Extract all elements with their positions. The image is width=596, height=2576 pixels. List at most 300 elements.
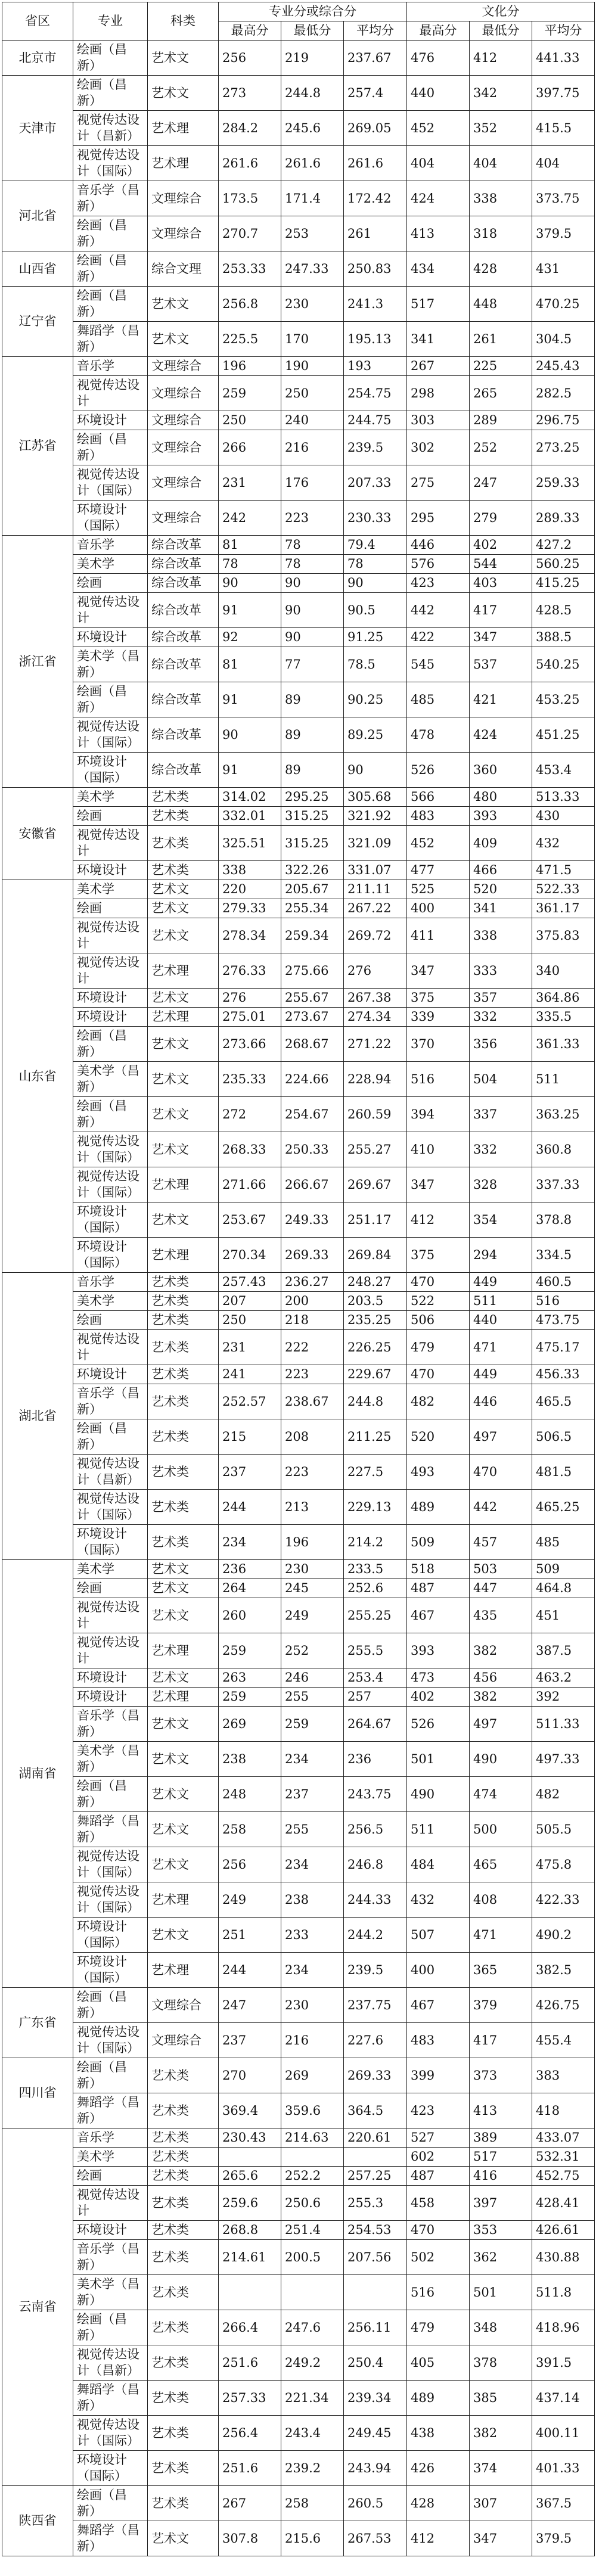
pro-min-cell: 205.67 bbox=[281, 880, 344, 899]
pro-avg-cell bbox=[344, 2275, 407, 2310]
pro-min-cell: 90 bbox=[281, 628, 344, 647]
category-cell: 艺术文 bbox=[148, 1918, 219, 1953]
table-row bbox=[2, 1419, 595, 1455]
category-cell: 综合文理 bbox=[148, 251, 219, 287]
major-cell: 视觉传达设计（国际） bbox=[73, 1847, 148, 1882]
cul-max-cell: 501 bbox=[407, 1742, 470, 1777]
category-cell: 艺术文 bbox=[148, 1579, 219, 1598]
major-cell: 美术学 bbox=[73, 555, 148, 574]
cul-max-cell: 426 bbox=[407, 2451, 470, 2486]
table-row bbox=[2, 2275, 595, 2310]
pro-min-cell: 359.6 bbox=[281, 2093, 344, 2128]
table-row bbox=[2, 1292, 595, 1311]
major-cell: 绘画（昌新） bbox=[73, 2486, 148, 2521]
pro-max-cell: 230.43 bbox=[219, 2128, 281, 2148]
major-cell: 美术学（昌新） bbox=[73, 2275, 148, 2310]
cul-min-cell: 480 bbox=[470, 788, 532, 807]
major-cell: 环境设计 bbox=[73, 1688, 148, 1707]
cul-avg-cell: 437.14 bbox=[532, 2381, 595, 2416]
pro-avg-cell: 207.33 bbox=[344, 465, 407, 501]
cul-avg-cell: 418 bbox=[532, 2093, 595, 2128]
cul-avg-cell: 431 bbox=[532, 251, 595, 287]
category-cell: 艺术文 bbox=[148, 2521, 219, 2556]
cul-avg-cell: 485 bbox=[532, 1525, 595, 1560]
cul-max-cell: 446 bbox=[407, 536, 470, 555]
pro-max-cell: 91 bbox=[219, 682, 281, 717]
table-row bbox=[2, 880, 595, 899]
cul-avg-cell: 490.2 bbox=[532, 1918, 595, 1953]
cul-max-cell: 487 bbox=[407, 1579, 470, 1598]
category-cell: 艺术理 bbox=[148, 1008, 219, 1027]
table-row bbox=[2, 357, 595, 376]
pro-avg-cell: 235.25 bbox=[344, 1311, 407, 1330]
cul-max-cell: 502 bbox=[407, 2240, 470, 2275]
major-cell: 音乐学 bbox=[73, 357, 148, 376]
pro-avg-cell: 79.4 bbox=[344, 536, 407, 555]
category-cell: 综合改革 bbox=[148, 574, 219, 593]
major-cell: 绘画（昌新） bbox=[73, 682, 148, 717]
table-row bbox=[2, 2221, 595, 2240]
category-cell: 艺术文 bbox=[148, 1132, 219, 1167]
cul-max-cell: 470 bbox=[407, 1365, 470, 1384]
cul-avg-cell: 392 bbox=[532, 1688, 595, 1707]
cul-avg-cell: 465.5 bbox=[532, 1384, 595, 1419]
table-row bbox=[2, 2345, 595, 2381]
pro-avg-cell: 241.3 bbox=[344, 287, 407, 322]
pro-min-cell: 233 bbox=[281, 1918, 344, 1953]
cul-avg-cell: 360.8 bbox=[532, 1132, 595, 1167]
cul-max-cell: 411 bbox=[407, 918, 470, 953]
pro-max-cell: 278.34 bbox=[219, 918, 281, 953]
cul-max-cell: 467 bbox=[407, 1598, 470, 1633]
cul-min-cell: 332 bbox=[470, 1008, 532, 1027]
pro-min-cell: 170 bbox=[281, 322, 344, 357]
cul-min-cell: 501 bbox=[470, 2275, 532, 2310]
admission-score-table bbox=[2, 2, 595, 2556]
cul-max-cell: 489 bbox=[407, 2381, 470, 2416]
pro-avg-cell: 269.72 bbox=[344, 918, 407, 953]
cul-min-cell: 360 bbox=[470, 753, 532, 788]
cul-max-cell: 566 bbox=[407, 788, 470, 807]
province-cell: 四川省 bbox=[2, 2058, 73, 2128]
cul-min-cell: 357 bbox=[470, 989, 532, 1008]
pro-min-cell: 90 bbox=[281, 574, 344, 593]
pro-min-cell: 252.2 bbox=[281, 2167, 344, 2186]
pro-min-cell: 237 bbox=[281, 1777, 344, 1812]
pro-max-cell: 256 bbox=[219, 41, 281, 76]
pro-avg-cell: 227.5 bbox=[344, 1455, 407, 1490]
cul-min-cell: 544 bbox=[470, 555, 532, 574]
table-row bbox=[2, 216, 595, 251]
table-row bbox=[2, 593, 595, 628]
pro-avg-cell: 90.25 bbox=[344, 682, 407, 717]
table-row bbox=[2, 1742, 595, 1777]
cul-max-cell: 295 bbox=[407, 501, 470, 536]
pro-min-cell: 247.6 bbox=[281, 2310, 344, 2345]
pro-avg-cell: 267.22 bbox=[344, 899, 407, 918]
cul-avg-cell: 259.33 bbox=[532, 465, 595, 501]
table-row bbox=[2, 430, 595, 465]
cul-min-cell: 225 bbox=[470, 357, 532, 376]
table-row bbox=[2, 2310, 595, 2345]
cul-min-cell: 252 bbox=[470, 430, 532, 465]
pro-min-cell: 315.25 bbox=[281, 826, 344, 861]
cul-avg-cell: 361.17 bbox=[532, 899, 595, 918]
cul-max-cell: 516 bbox=[407, 2275, 470, 2310]
cul-avg-cell: 451.25 bbox=[532, 717, 595, 753]
pro-max-cell: 90 bbox=[219, 574, 281, 593]
cul-max-cell: 479 bbox=[407, 2310, 470, 2345]
table-row bbox=[2, 807, 595, 826]
category-cell: 艺术文 bbox=[148, 918, 219, 953]
cul-avg-cell: 388.5 bbox=[532, 628, 595, 647]
pro-avg-cell: 252.6 bbox=[344, 1579, 407, 1598]
table-row bbox=[2, 1988, 595, 2023]
major-cell: 绘画（昌新） bbox=[73, 1419, 148, 1455]
pro-avg-cell: 203.5 bbox=[344, 1292, 407, 1311]
pro-max-cell: 249 bbox=[219, 1882, 281, 1918]
pro-avg-cell: 260.5 bbox=[344, 2486, 407, 2521]
category-cell: 艺术类 bbox=[148, 1384, 219, 1419]
pro-max-cell: 272 bbox=[219, 1097, 281, 1132]
cul-avg-cell: 337.33 bbox=[532, 1167, 595, 1202]
cul-avg-cell: 473.75 bbox=[532, 1311, 595, 1330]
cul-min-cell: 412 bbox=[470, 41, 532, 76]
major-cell: 环境设计 bbox=[73, 411, 148, 430]
category-cell: 艺术文 bbox=[148, 287, 219, 322]
pro-avg-cell: 193 bbox=[344, 357, 407, 376]
category-cell: 艺术文 bbox=[148, 322, 219, 357]
category-cell: 文理综合 bbox=[148, 376, 219, 411]
category-cell: 艺术类 bbox=[148, 2345, 219, 2381]
pro-min-cell: 216 bbox=[281, 430, 344, 465]
cul-min-cell: 265 bbox=[470, 376, 532, 411]
pro-min-cell: 249.33 bbox=[281, 1202, 344, 1238]
category-cell: 艺术文 bbox=[148, 1027, 219, 1062]
cul-min-cell: 261 bbox=[470, 322, 532, 357]
pro-avg-cell: 257.25 bbox=[344, 2167, 407, 2186]
cul-max-cell: 432 bbox=[407, 1882, 470, 1918]
pro-min-cell: 190 bbox=[281, 357, 344, 376]
cul-max-cell: 375 bbox=[407, 989, 470, 1008]
cul-min-cell: 332 bbox=[470, 1132, 532, 1167]
cul-max-cell: 267 bbox=[407, 357, 470, 376]
header-cul-max: 最高分 bbox=[407, 21, 470, 41]
pro-min-cell: 261.6 bbox=[281, 146, 344, 181]
cul-max-cell: 440 bbox=[407, 76, 470, 111]
table-row bbox=[2, 1918, 595, 1953]
pro-max-cell: 264 bbox=[219, 1579, 281, 1598]
category-cell: 文理综合 bbox=[148, 411, 219, 430]
pro-max-cell: 196 bbox=[219, 357, 281, 376]
cul-avg-cell: 296.75 bbox=[532, 411, 595, 430]
pro-avg-cell: 321.09 bbox=[344, 826, 407, 861]
pro-min-cell: 253 bbox=[281, 216, 344, 251]
pro-avg-cell: 250.4 bbox=[344, 2345, 407, 2381]
pro-min-cell: 245.6 bbox=[281, 111, 344, 146]
cul-avg-cell: 397.75 bbox=[532, 76, 595, 111]
cul-min-cell: 365 bbox=[470, 1953, 532, 1988]
cul-min-cell: 497 bbox=[470, 1707, 532, 1742]
category-cell: 艺术类 bbox=[148, 1273, 219, 1292]
cul-max-cell: 484 bbox=[407, 1847, 470, 1882]
table-row bbox=[2, 2023, 595, 2058]
pro-max-cell: 250 bbox=[219, 1311, 281, 1330]
pro-min-cell: 244.8 bbox=[281, 76, 344, 111]
category-cell: 艺术类 bbox=[148, 2486, 219, 2521]
category-cell: 艺术类 bbox=[148, 807, 219, 826]
category-cell: 艺术类 bbox=[148, 2310, 219, 2345]
cul-avg-cell: 471.5 bbox=[532, 861, 595, 880]
cul-avg-cell: 497.33 bbox=[532, 1742, 595, 1777]
province-cell: 山东省 bbox=[2, 880, 73, 1273]
cul-min-cell: 348 bbox=[470, 2310, 532, 2345]
category-cell: 文理综合 bbox=[148, 2023, 219, 2058]
pro-min-cell: 236.27 bbox=[281, 1273, 344, 1292]
major-cell: 环境设计 bbox=[73, 1365, 148, 1384]
category-cell: 艺术文 bbox=[148, 1707, 219, 1742]
cul-max-cell: 479 bbox=[407, 1330, 470, 1365]
province-cell: 北京市 bbox=[2, 41, 73, 76]
pro-min-cell: 223 bbox=[281, 1365, 344, 1384]
pro-min-cell: 214.63 bbox=[281, 2128, 344, 2148]
province-cell: 湖北省 bbox=[2, 1273, 73, 1560]
cul-max-cell: 452 bbox=[407, 826, 470, 861]
pro-avg-cell: 233.5 bbox=[344, 1560, 407, 1579]
cul-avg-cell: 463.2 bbox=[532, 1668, 595, 1688]
cul-min-cell: 504 bbox=[470, 1062, 532, 1097]
cul-avg-cell: 465.25 bbox=[532, 1490, 595, 1525]
table-row bbox=[2, 1953, 595, 1988]
major-cell: 绘画 bbox=[73, 807, 148, 826]
major-cell: 环境设计（国际） bbox=[73, 753, 148, 788]
category-cell: 艺术文 bbox=[148, 1847, 219, 1882]
category-cell: 文理综合 bbox=[148, 181, 219, 216]
pro-avg-cell: 255.5 bbox=[344, 1633, 407, 1668]
cul-max-cell: 477 bbox=[407, 861, 470, 880]
pro-min-cell: 230 bbox=[281, 1560, 344, 1579]
pro-min-cell: 273.67 bbox=[281, 1008, 344, 1027]
cul-min-cell: 490 bbox=[470, 1742, 532, 1777]
pro-max-cell: 235.33 bbox=[219, 1062, 281, 1097]
cul-max-cell: 370 bbox=[407, 1027, 470, 1062]
cul-min-cell: 333 bbox=[470, 953, 532, 989]
cul-min-cell: 449 bbox=[470, 1365, 532, 1384]
province-cell: 云南省 bbox=[2, 2128, 73, 2486]
cul-max-cell: 434 bbox=[407, 251, 470, 287]
table-row bbox=[2, 1062, 595, 1097]
pro-max-cell: 270.7 bbox=[219, 216, 281, 251]
pro-avg-cell: 254.75 bbox=[344, 376, 407, 411]
cul-avg-cell: 415.25 bbox=[532, 574, 595, 593]
table-row bbox=[2, 1365, 595, 1384]
cul-max-cell: 423 bbox=[407, 2093, 470, 2128]
cul-avg-cell: 475.8 bbox=[532, 1847, 595, 1882]
table-row bbox=[2, 181, 595, 216]
major-cell: 美术学（昌新） bbox=[73, 1742, 148, 1777]
pro-min-cell: 246 bbox=[281, 1668, 344, 1688]
major-cell: 视觉传达设计（国际） bbox=[73, 1490, 148, 1525]
cul-max-cell: 405 bbox=[407, 2345, 470, 2381]
pro-max-cell: 244 bbox=[219, 1490, 281, 1525]
table-row bbox=[2, 1668, 595, 1688]
cul-max-cell: 470 bbox=[407, 2221, 470, 2240]
pro-avg-cell: 228.94 bbox=[344, 1062, 407, 1097]
pro-avg-cell: 214.2 bbox=[344, 1525, 407, 1560]
category-cell: 艺术类 bbox=[148, 1330, 219, 1365]
pro-avg-cell: 89.25 bbox=[344, 717, 407, 753]
cul-avg-cell: 391.5 bbox=[532, 2345, 595, 2381]
cul-avg-cell: 361.33 bbox=[532, 1027, 595, 1062]
major-cell: 绘画（昌新） bbox=[73, 1097, 148, 1132]
header-pro-min: 最低分 bbox=[281, 21, 344, 41]
cul-min-cell: 247 bbox=[470, 465, 532, 501]
category-cell: 艺术理 bbox=[148, 146, 219, 181]
category-cell: 文理综合 bbox=[148, 216, 219, 251]
pro-min-cell: 239.2 bbox=[281, 2451, 344, 2486]
pro-max-cell: 231 bbox=[219, 1330, 281, 1365]
category-cell: 艺术理 bbox=[148, 1688, 219, 1707]
category-cell: 艺术理 bbox=[148, 1633, 219, 1668]
cul-avg-cell: 455.4 bbox=[532, 2023, 595, 2058]
pro-avg-cell: 207.56 bbox=[344, 2240, 407, 2275]
cul-min-cell: 374 bbox=[470, 2451, 532, 2486]
category-cell: 艺术理 bbox=[148, 111, 219, 146]
pro-max-cell: 257.33 bbox=[219, 2381, 281, 2416]
table-row bbox=[2, 501, 595, 536]
cul-max-cell: 347 bbox=[407, 953, 470, 989]
cul-min-cell: 421 bbox=[470, 682, 532, 717]
cul-avg-cell: 304.5 bbox=[532, 322, 595, 357]
pro-avg-cell: 239.5 bbox=[344, 1953, 407, 1988]
cul-max-cell: 526 bbox=[407, 753, 470, 788]
cul-min-cell: 318 bbox=[470, 216, 532, 251]
cul-min-cell: 413 bbox=[470, 2093, 532, 2128]
cul-max-cell: 339 bbox=[407, 1008, 470, 1027]
province-cell: 辽宁省 bbox=[2, 287, 73, 357]
pro-avg-cell: 257.4 bbox=[344, 76, 407, 111]
major-cell: 视觉传达设计（国际） bbox=[73, 1882, 148, 1918]
major-cell: 音乐学 bbox=[73, 536, 148, 555]
cul-avg-cell: 379.5 bbox=[532, 2521, 595, 2556]
cul-min-cell: 449 bbox=[470, 1273, 532, 1292]
pro-max-cell: 269 bbox=[219, 1707, 281, 1742]
pro-max-cell: 251.6 bbox=[219, 2451, 281, 2486]
cul-avg-cell: 513.33 bbox=[532, 788, 595, 807]
cul-avg-cell: 400.11 bbox=[532, 2416, 595, 2451]
cul-min-cell: 393 bbox=[470, 807, 532, 826]
table-row bbox=[2, 287, 595, 322]
major-cell: 绘画（昌新） bbox=[73, 2058, 148, 2093]
table-row bbox=[2, 1330, 595, 1365]
pro-min-cell: 250 bbox=[281, 376, 344, 411]
cul-avg-cell: 516 bbox=[532, 1292, 595, 1311]
pro-max-cell: 234 bbox=[219, 1525, 281, 1560]
cul-avg-cell: 511 bbox=[532, 1062, 595, 1097]
pro-min-cell: 255 bbox=[281, 1812, 344, 1847]
pro-max-cell: 261.6 bbox=[219, 146, 281, 181]
category-cell: 艺术类 bbox=[148, 826, 219, 861]
major-cell: 环境设计 bbox=[73, 861, 148, 880]
major-cell: 绘画（昌新） bbox=[73, 41, 148, 76]
pro-avg-cell: 249.45 bbox=[344, 2416, 407, 2451]
category-cell: 艺术文 bbox=[148, 880, 219, 899]
category-cell: 艺术文 bbox=[148, 1598, 219, 1633]
cul-avg-cell: 289.33 bbox=[532, 501, 595, 536]
cul-avg-cell: 426.61 bbox=[532, 2221, 595, 2240]
cul-min-cell: 397 bbox=[470, 2186, 532, 2221]
table-row bbox=[2, 111, 595, 146]
cul-max-cell: 412 bbox=[407, 2521, 470, 2556]
province-cell: 天津市 bbox=[2, 76, 73, 181]
major-cell: 环境设计 bbox=[73, 628, 148, 647]
table-row bbox=[2, 2486, 595, 2521]
pro-avg-cell: 269.84 bbox=[344, 1238, 407, 1273]
pro-min-cell: 245 bbox=[281, 1579, 344, 1598]
cul-min-cell: 307 bbox=[470, 2486, 532, 2521]
pro-max-cell: 251 bbox=[219, 1918, 281, 1953]
pro-min-cell: 234 bbox=[281, 1953, 344, 1988]
pro-avg-cell: 255.27 bbox=[344, 1132, 407, 1167]
pro-max-cell: 279.33 bbox=[219, 899, 281, 918]
cul-min-cell: 470 bbox=[470, 1455, 532, 1490]
pro-max-cell: 276 bbox=[219, 989, 281, 1008]
cul-min-cell: 500 bbox=[470, 1812, 532, 1847]
cul-avg-cell: 460.5 bbox=[532, 1273, 595, 1292]
table-row bbox=[2, 1202, 595, 1238]
cul-avg-cell: 451 bbox=[532, 1598, 595, 1633]
pro-avg-cell: 256.11 bbox=[344, 2310, 407, 2345]
cul-min-cell: 362 bbox=[470, 2240, 532, 2275]
cul-max-cell: 545 bbox=[407, 647, 470, 682]
pro-max-cell: 267 bbox=[219, 2486, 281, 2521]
pro-max-cell: 173.5 bbox=[219, 181, 281, 216]
pro-max-cell: 259 bbox=[219, 376, 281, 411]
pro-avg-cell: 267.53 bbox=[344, 2521, 407, 2556]
major-cell: 视觉传达设计（国际） bbox=[73, 717, 148, 753]
category-cell: 艺术文 bbox=[148, 41, 219, 76]
table-row bbox=[2, 411, 595, 430]
cul-avg-cell: 245.43 bbox=[532, 357, 595, 376]
pro-avg-cell: 364.5 bbox=[344, 2093, 407, 2128]
pro-max-cell bbox=[219, 2148, 281, 2167]
major-cell: 绘画 bbox=[73, 574, 148, 593]
cul-max-cell: 404 bbox=[407, 146, 470, 181]
pro-avg-cell: 90 bbox=[344, 574, 407, 593]
pro-max-cell: 242 bbox=[219, 501, 281, 536]
cul-max-cell: 483 bbox=[407, 2023, 470, 2058]
pro-min-cell: 78 bbox=[281, 555, 344, 574]
cul-min-cell: 338 bbox=[470, 181, 532, 216]
major-cell: 环境设计（国际） bbox=[73, 1202, 148, 1238]
cul-min-cell: 471 bbox=[470, 1330, 532, 1365]
province-cell: 广东省 bbox=[2, 1988, 73, 2058]
pro-min-cell: 218 bbox=[281, 1311, 344, 1330]
table-row bbox=[2, 2167, 595, 2186]
pro-avg-cell: 237.75 bbox=[344, 1988, 407, 2023]
pro-max-cell: 256 bbox=[219, 1847, 281, 1882]
table-row bbox=[2, 861, 595, 880]
category-cell: 艺术文 bbox=[148, 1560, 219, 1579]
table-row bbox=[2, 1490, 595, 1525]
cul-max-cell: 442 bbox=[407, 593, 470, 628]
pro-avg-cell: 267.38 bbox=[344, 989, 407, 1008]
cul-avg-cell: 456.33 bbox=[532, 1365, 595, 1384]
pro-min-cell: 90 bbox=[281, 593, 344, 628]
table-row bbox=[2, 647, 595, 682]
pro-min-cell: 254.67 bbox=[281, 1097, 344, 1132]
category-cell: 艺术文 bbox=[148, 1202, 219, 1238]
